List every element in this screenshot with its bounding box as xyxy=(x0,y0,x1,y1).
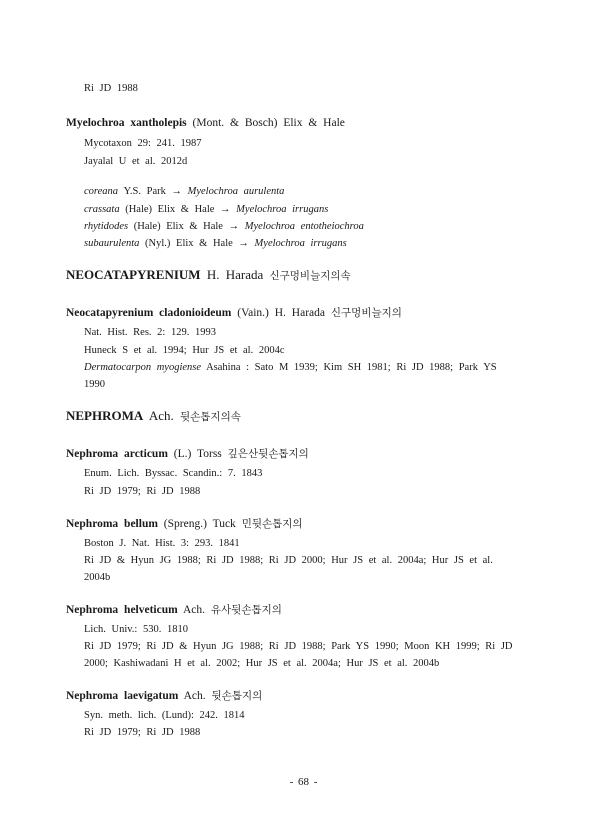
genus-heading-nephroma: NEPHROMA Ach. 뒷손톱지의속 xyxy=(66,408,241,423)
species-heading-myelochroa-xantholepis: Myelochroa xantholepis (Mont. & Bosch) Elix & Hale xyxy=(66,117,345,129)
reference-line: Ri JD 1979; Ri JD 1988 xyxy=(84,727,201,738)
species-heading-nephroma-arcticum: Nephroma arcticum (L.) Torss 깊은산뒷손톱지의 xyxy=(66,448,309,460)
species-heading-nephroma-laevigatum: Nephroma laevigatum Ach. 뒷손톱지의 xyxy=(66,690,263,702)
reference-line: Ri JD 1979; Ri JD 1988 xyxy=(84,486,201,497)
reference-line: 2004b xyxy=(84,572,111,583)
synonym-line: subaurulenta (Nyl.) Elix & Hale → Myelochroa irrugans xyxy=(84,238,347,249)
protologue-line: Boston J. Nat. Hist. 3: 293. 1841 xyxy=(84,538,240,549)
protologue-line: Syn. meth. lich. (Lund): 242. 1814 xyxy=(84,710,245,721)
synonym-line: crassata (Hale) Elix & Hale → Myelochroa irrugans xyxy=(84,204,329,215)
protologue-line: Enum. Lich. Byssac. Scandin.: 7. 1843 xyxy=(84,468,263,479)
reference-line: Ri JD 1979; Ri JD & Hyun JG 1988; Ri JD 1988; Park YS 1990; Moon KH 1999; Ri JD xyxy=(84,641,513,652)
genus-heading-neocatapyrenium: NEOCATAPYRENIUM H. Harada 신구멍비늘지의속 xyxy=(66,267,351,282)
synonym-line: rhytidodes (Hale) Elix & Hale → Myelochroa entotheiochroa xyxy=(84,221,364,232)
reference-line: 1990 xyxy=(84,379,105,390)
reference-line: Jayalal U et al. 2012d xyxy=(84,156,188,167)
protologue-line: Lich. Univ.: 530. 1810 xyxy=(84,624,188,635)
reference-line: Ri JD & Hyun JG 1988; Ri JD 1988; Ri JD 2000; Hur JS et al. 2004a; Hur JS et al. xyxy=(84,555,493,566)
reference-line: Huneck S et al. 1994; Hur JS et al. 2004c xyxy=(84,345,285,356)
reference-line: 2000; Kashiwadani H et al. 2002; Hur JS et al. 2004a; Hur JS et al. 2004b xyxy=(84,658,440,669)
protologue-line: Nat. Hist. Res. 2: 129. 1993 xyxy=(84,327,216,338)
species-heading-nephroma-bellum: Nephroma bellum (Spreng.) Tuck 민뒷손톱지의 xyxy=(66,518,303,530)
reference-line: Ri JD 1988 xyxy=(84,83,138,94)
species-heading-nephroma-helveticum: Nephroma helveticum Ach. 유사뒷손톱지의 xyxy=(66,604,282,616)
synonym-line: coreana Y.S. Park → Myelochroa aurulenta xyxy=(84,186,285,197)
species-heading-neocatapyrenium-cladonioideum: Neocatapyrenium cladonioideum (Vain.) H. Harada 신구멍비늘지의 xyxy=(66,307,402,319)
protologue-line: Mycotaxon 29: 241. 1987 xyxy=(84,138,202,149)
reference-line: Dermatocarpon myogiense Asahina : Sato M 1939; Kim SH 1981; Ri JD 1988; Park YS xyxy=(84,362,497,373)
page-number: - 68 - xyxy=(289,776,318,788)
